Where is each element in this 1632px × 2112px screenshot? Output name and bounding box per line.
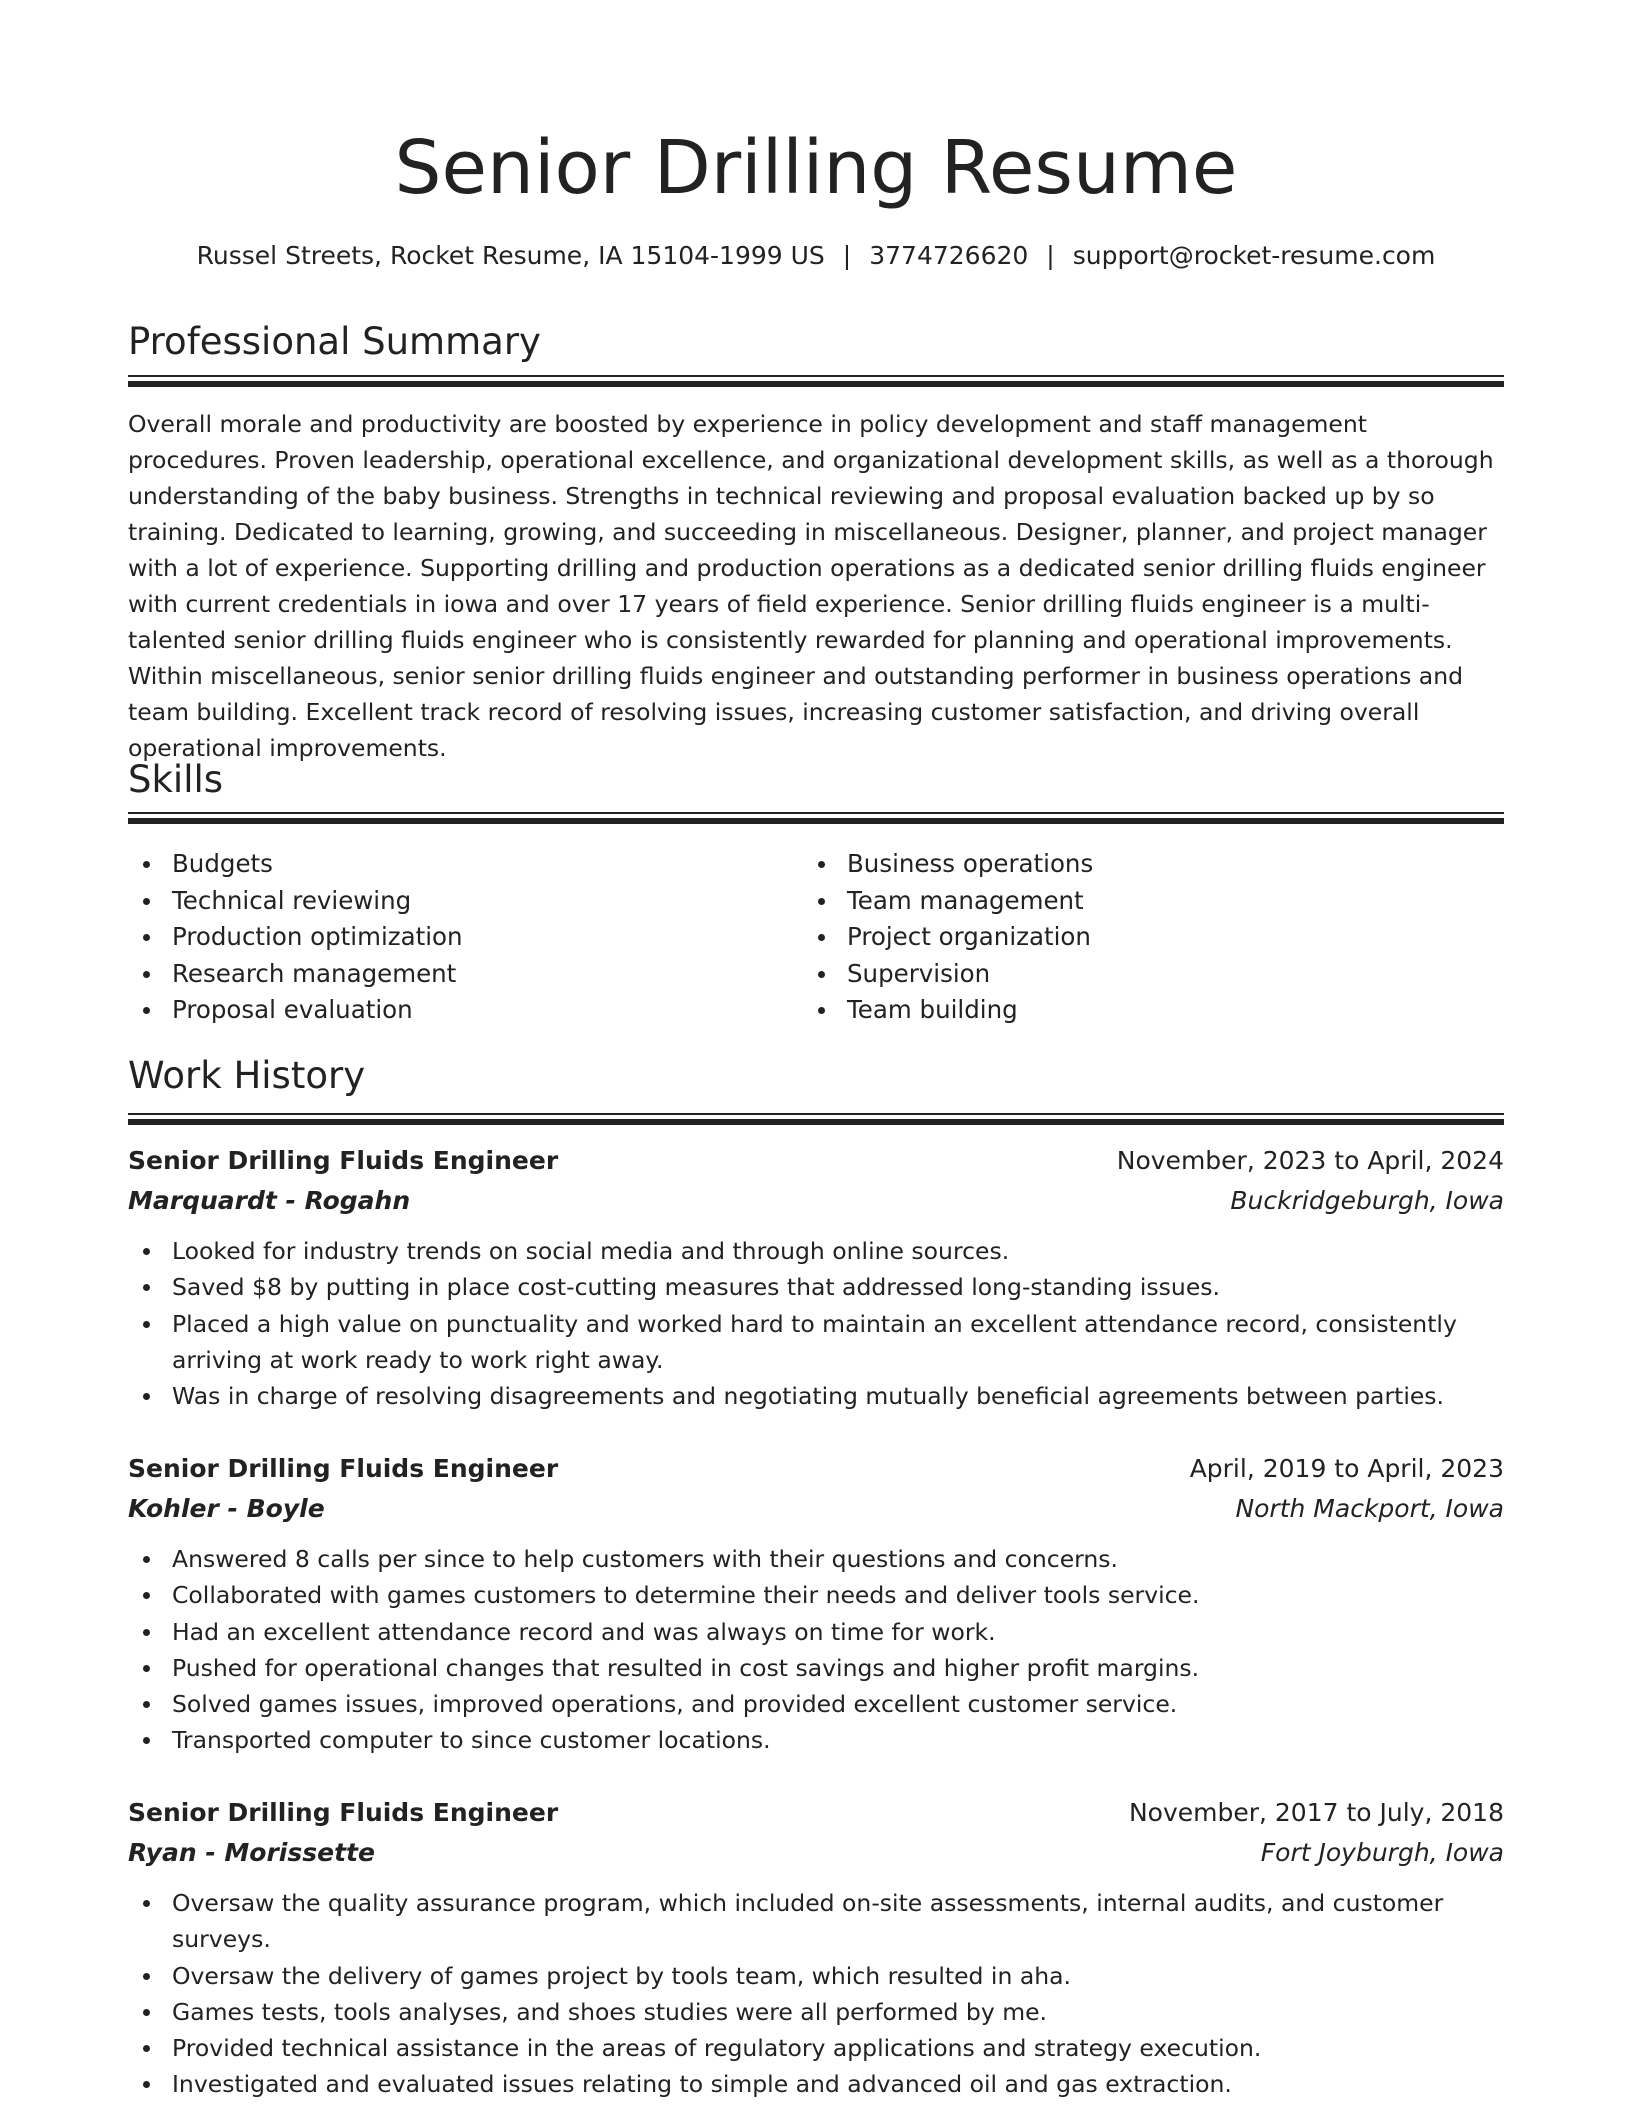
skills-heading: Skills [128,758,224,801]
skill-item: Project organization [803,919,1463,956]
job-title: Senior Drilling Fluids Engineer [128,1454,559,1483]
skill-item: Technical reviewing [128,883,788,920]
contact-address: Russel Streets, Rocket Resume, IA 15104-1999 US [196,241,825,270]
job-bullet: Provided technical assistance in the areas of regulatory applications and strategy execution. [128,2030,1504,2066]
job-dates: November, 2023 to April, 2024 [1116,1146,1504,1175]
skill-item: Research management [128,956,788,993]
job-dates: November, 2017 to July, 2018 [1128,1798,1504,1827]
job-bullets [128,1233,1504,1414]
skill-item: Budgets [128,846,788,883]
job-location: Fort Joyburgh, Iowa [1260,1838,1504,1867]
job-entry [128,1793,1504,2103]
section-divider [128,375,1504,387]
job-bullet: Games tests, tools analyses, and shoes studies were all performed by me. [128,1994,1504,2030]
job-title: Senior Drilling Fluids Engineer [128,1798,559,1827]
job-bullet: Collaborated with games customers to determine their needs and deliver tools service. [128,1577,1504,1613]
job-bullet: Had an excellent attendance record and was always on time for work. [128,1614,1504,1650]
skill-item: Team management [803,883,1463,920]
job-dates: April, 2019 to April, 2023 [1189,1454,1504,1483]
job-bullet: Investigated and evaluated issues relating to simple and advanced oil and gas extraction. [128,2066,1504,2102]
skill-item: Business operations [803,846,1463,883]
skills-list-right [803,846,1463,1029]
resume-title: Senior Drilling Resume [394,125,1238,211]
job-entry [128,1449,1504,1759]
job-bullet: Transported computer to since customer locations. [128,1722,1504,1758]
work-history-heading: Work History [128,1054,366,1097]
job-bullet: Answered 8 calls per since to help customers with their questions and concerns. [128,1541,1504,1577]
job-bullet: Saved $8 by putting in place cost-cutting measures that addressed long-standing issues. [128,1269,1504,1305]
job-entry [128,1141,1504,1414]
job-bullet: Solved games issues, improved operations, and provided excellent customer service. [128,1686,1504,1722]
skill-item: Supervision [803,956,1463,993]
contact-phone: 3774726620 [869,241,1029,270]
job-location: North Mackport, Iowa [1235,1494,1504,1523]
job-bullets [128,1885,1504,2103]
job-title: Senior Drilling Fluids Engineer [128,1146,559,1175]
contact-separator: | [842,241,852,270]
job-bullet: Was in charge of resolving disagreements and negotiating mutually beneficial agreements between parties. [128,1378,1504,1414]
contact-separator: | [1046,241,1055,270]
skill-item: Proposal evaluation [128,992,788,1029]
contact-line [0,238,1632,274]
skills-list-left [128,846,788,1029]
job-company: Ryan - Morissette [128,1838,375,1867]
summary-heading: Professional Summary [128,320,541,363]
job-bullet: Pushed for operational changes that resulted in cost savings and higher profit margins. [128,1650,1504,1686]
contact-email: support@rocket-resume.com [1072,241,1436,270]
job-bullet: Oversaw the delivery of games project by tools team, which resulted in aha. [128,1958,1504,1994]
job-bullets [128,1541,1504,1759]
job-bullet: Looked for industry trends on social media and through online sources. [128,1233,1504,1269]
job-bullet: Placed a high value on punctuality and worked hard to maintain an excellent attendance record, consistently arriving at work ready to work right away. [128,1306,1504,1379]
job-bullet: Oversaw the quality assurance program, which included on-site assessments, internal audits, and customer surveys. [128,1885,1504,1958]
skill-item: Production optimization [128,919,788,956]
job-company: Kohler - Boyle [128,1494,325,1523]
summary-text: Overall morale and productivity are boosted by experience in policy development and staff management procedures. Proven leadership, operational excellence, and organizational development skills, as well as a thorough understanding of the baby business. Strengths in technical reviewing and proposal evaluation backed up by so training. Dedicated to learning, growing, and succeeding in miscellaneous. Designer, planner, and project manager with a lot of experience. Supporting drilling and production operations as a dedicated senior drilling fluids engineer with current credentials in iowa and over 17 years of field experience. Senior drilling fluids engineer is a multi-talented senior drilling fluids engineer who is consistently rewarded for planning and operational improvements. Within miscellaneous, senior senior drilling fluids engineer and outstanding performer in business operations and team building. Excellent track record of resolving issues, increasing customer satisfaction, and driving overall operational improvements. [128,410,1494,762]
job-company: Marquardt - Rogahn [128,1186,411,1215]
section-divider [128,1113,1504,1125]
section-divider [128,812,1504,824]
skill-item: Team building [803,992,1463,1029]
job-location: Buckridgeburgh, Iowa [1230,1186,1504,1215]
